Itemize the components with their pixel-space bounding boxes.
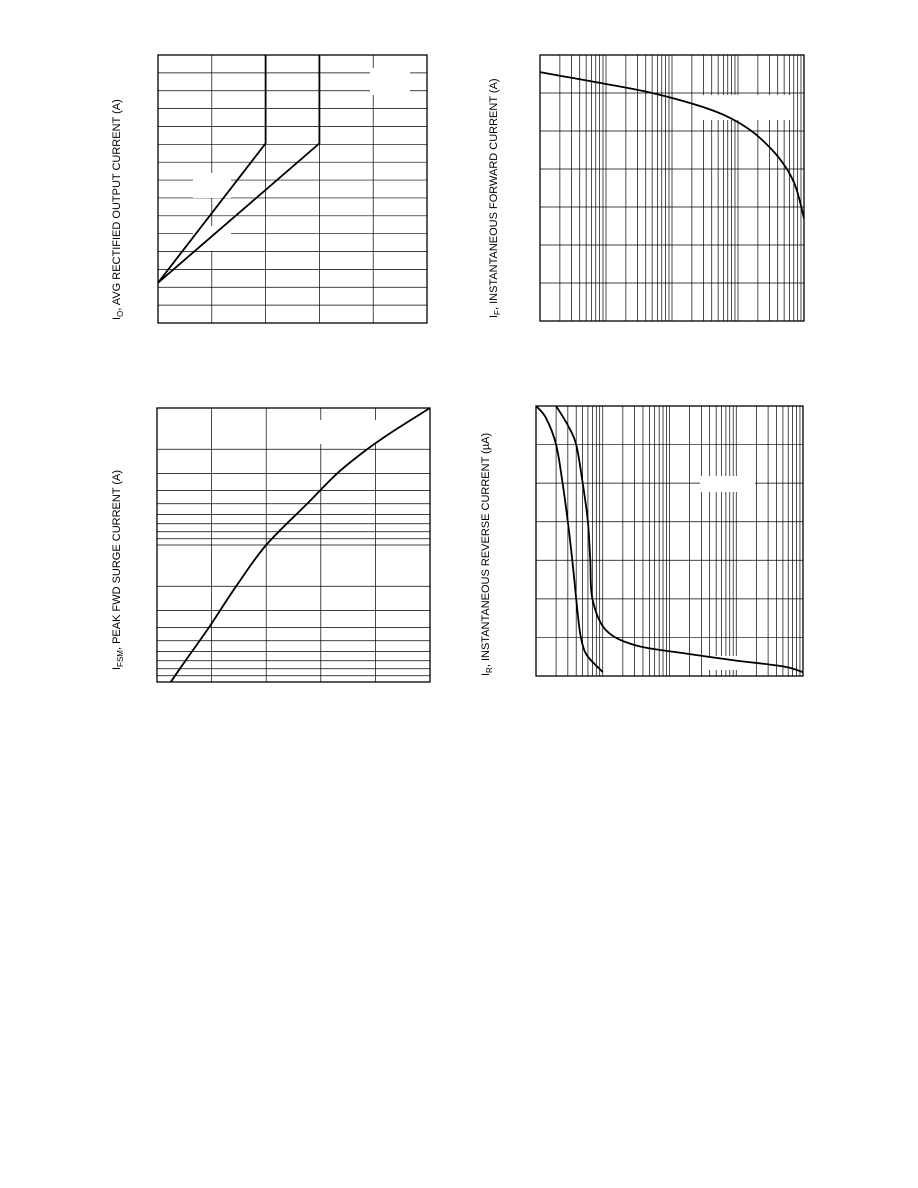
reverse-series-line-1 <box>556 406 803 672</box>
reverse-y-axis-label: $I_R$, INSTANTANEOUS REVERSE CURRENT (µA) <box>480 432 494 676</box>
derating-series-line-1 <box>158 55 319 283</box>
reverse-label-masks <box>700 476 755 670</box>
surge-label-masks <box>305 420 415 444</box>
derating-chart <box>111 55 427 323</box>
derating-y-axis-label: $I_O$, AVG RECTIFIED OUTPUT CURRENT (A) <box>111 99 125 320</box>
derating-series <box>158 55 319 283</box>
surge-y-axis-label: $I_{FSM}$, PEAK FWD SURGE CURRENT (A) <box>111 469 125 670</box>
forward-gridlines <box>540 55 804 321</box>
forward-label-masks <box>702 95 792 120</box>
reverse-series-line-2 <box>536 406 603 672</box>
surge-chart <box>111 408 430 682</box>
forward-chart <box>488 55 804 321</box>
forward-y-axis-label: $I_F$, INSTANTANEOUS FORWARD CURRENT (A) <box>488 78 502 318</box>
surge-gridlines <box>157 408 430 682</box>
reverse-chart <box>480 406 803 676</box>
